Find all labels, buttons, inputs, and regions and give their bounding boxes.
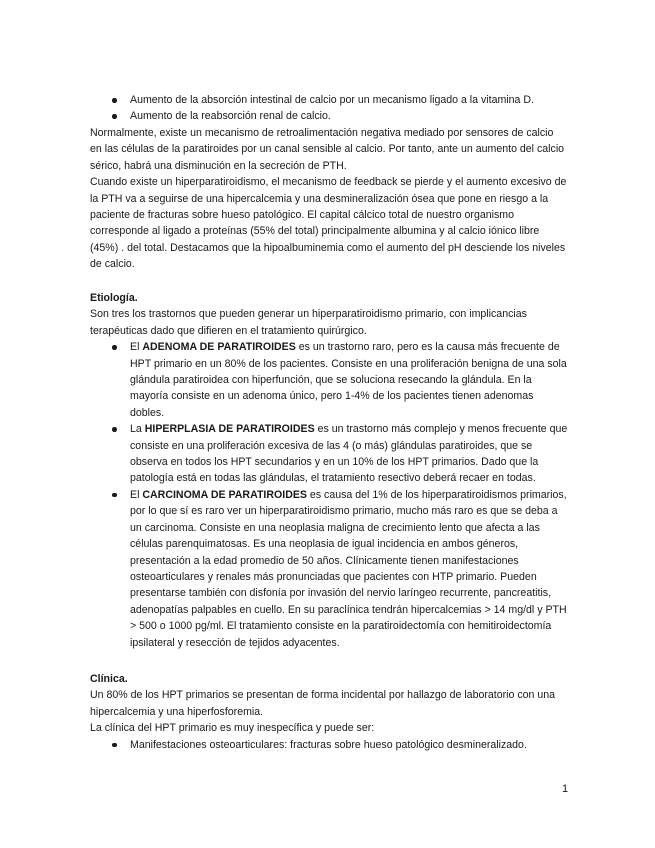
top-bullet-block bbox=[90, 92, 568, 125]
etiologia-section bbox=[90, 290, 568, 651]
paragraph: Un 80% de los HPT primarios se presentan de forma incidental por hallazgo de laboratorio con una hipercalcemia y una hiperfosforemia. bbox=[90, 689, 556, 718]
intro-block bbox=[90, 125, 568, 273]
list-item: Manifestaciones osteoarticulares: fracturas sobre hueso patológico desmineralizado. bbox=[90, 737, 568, 753]
list-item: Aumento de la reabsorción renal de calcio. bbox=[90, 108, 568, 124]
paragraph: Son tres los trastornos que pueden generar un hiperparatiroidismo primario, con implicancias terapéuticas dado que difieren en el tratamiento quirúrgico. bbox=[90, 308, 527, 337]
section-heading: Etiología. bbox=[90, 292, 138, 304]
paragraph: Cuando existe un hiperparatiroidismo, el mecanismo de feedback se pierde y el aumento excesivo de la PTH va a seguirse de una hipercalcemia y una desmineralización ósea que pone en riesgo a la paciente de fracturas sobre hueso patológico. El capital cálcico total de nuestro organismo corresponde al ligado a proteínas (55% del total) principalmente albumina y al calcio iónico libre (45%) . del total. Destacamos que la hipoalbuminemia como el aumento del pH desciende los niveles de calcio. bbox=[90, 176, 567, 271]
top-bullet-list bbox=[90, 92, 568, 125]
bold-term: HIPERPLASIA DE PARATIROIDES bbox=[144, 423, 315, 436]
clinica-list bbox=[90, 737, 568, 753]
paragraph: La clínica del HPT primario es muy inespecífica y puede ser: bbox=[90, 722, 375, 735]
list-item: Aumento de la absorción intestinal de calcio por un mecanismo ligado a la vitamina D. bbox=[90, 92, 568, 108]
bold-term: ADENOMA DE PARATIROIDES bbox=[142, 341, 296, 354]
list-item: El CARCINOMA DE PARATIROIDES es causa del 1% de los hiperparatiroidismos primarios, por lo que sí es raro ver un hiperparatiroidismo primario, mucho más raro es que se deba a un carcinoma. Consiste en una neoplasia maligna de crecimiento lento que afecta a las células parenquimatosas. Es una neoplasia de igual incidencia en ambos géneros, presentación a la edad promedio de 50 años. Clínicamente tienen manifestaciones osteoarticulares y renales más pronunciadas que pacientes con HTP primario. Pueden presentarse también con disfonía por invasión del nervio laríngeo recurrente, pancreatitis, adenopatías palpables en cuello. En su paraclínica tendrán hipercalcemias > 14 mg/dl y PTH > 500 o 1000 pg/ml. El tratamiento consiste en la paratiroidectomía con hemitiroidectomía ipsilateral y resección de tejidos adyacentes. bbox=[90, 487, 568, 651]
list-item: El ADENOMA DE PARATIROIDES es un trastorno raro, pero es la causa más frecuente de HPT primario en un 80% de los pacientes. Consiste en una proliferación benigna de una sola glándula paratiroidea con hiperfunción, que se soluciona resecando la glándula. En la mayoría consiste en un adenoma único, pero 1-4% de los pacientes tienen adenomas dobles. bbox=[90, 339, 568, 421]
list-item: La HIPERPLASIA DE PARATIROIDES es un trastorno más complejo y menos frecuente que consiste en una proliferación excesiva de las 4 (o más) glándulas paratiroides, que se observa en todos los HPT secundarios y en un 10% de los HPT primarios. Dado que la patología está en todas las glándulas, el tratamiento resectivo deberá recaer en todas. bbox=[90, 421, 568, 487]
section-heading: Clínica. bbox=[90, 673, 128, 685]
etiologia-list bbox=[90, 339, 568, 651]
page-number: 1 bbox=[562, 783, 569, 795]
bold-term: CARCINOMA DE PARATIROIDES bbox=[142, 488, 307, 501]
paragraph: Normalmente, existe un mecanismo de retroalimentación negativa mediado por sensores de calcio en las células de la paratiroides por un canal sensible al calcio. Por tanto, ante un aumento del calcio sérico, habrá una disminución en la secreción de PTH. bbox=[90, 127, 565, 172]
clinica-section bbox=[90, 671, 568, 753]
